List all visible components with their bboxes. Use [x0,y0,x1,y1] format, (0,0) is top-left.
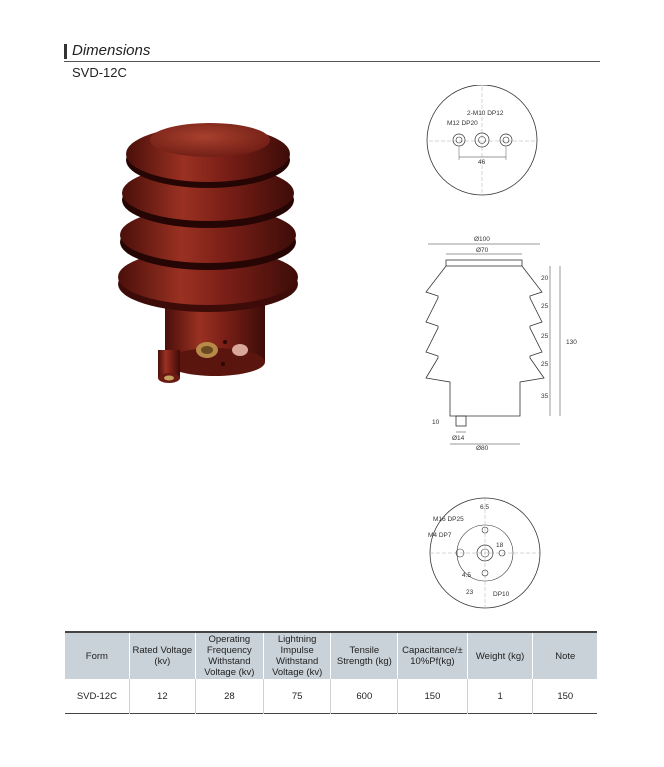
top-view-drawing [425,85,545,200]
table-row [65,679,597,714]
cell-note: 150 [557,690,574,702]
dim-top-height: 20 [541,275,549,282]
col-form: Form [65,632,129,679]
cell-frequency-voltage: 28 [195,679,263,714]
top-center-label: M12 DP20 [447,120,478,127]
bottom-23-label: 23 [466,589,474,596]
top-hole-label: 2-M10 DP12 [467,110,504,117]
title-accent-bar [64,44,67,59]
cell-rated-voltage: 12 [129,679,195,714]
dim-base-diameter: Ø80 [476,445,489,452]
col-tensile-strength: Tensile Strength (kg) [331,632,398,679]
bottom-18-label: 18 [496,542,504,549]
dim-shed1-height: 25 [541,303,549,310]
col-capacitance: Capacitance/± 10%Pf(kg) [398,632,468,679]
dim-shed2-height: 25 [541,333,549,340]
insulator-photo [110,112,310,402]
bottom-dp10-label: DP10 [493,591,510,598]
page-title: Dimensions [72,42,151,59]
dim-stud-height: 10 [432,419,440,426]
cell-weight: 1 [467,679,533,714]
bottom-m16-label: M16 DP25 [433,516,464,523]
col-weight: Weight (kg) [467,632,533,679]
cell-tensile-strength: 600 [331,679,398,714]
dim-inner-diameter: Ø70 [476,247,489,254]
dim-outer-diameter: Ø100 [474,236,490,243]
bottom-65-label: 6.5 [480,504,490,511]
col-impulse-voltage: Lightning Impulse Withstand Voltage (kv) [263,632,331,679]
top-span-label: 46 [478,159,486,166]
dim-shed3-height: 25 [541,361,549,368]
bottom-m4-label: M4 DP7 [428,532,452,539]
bottom-view-drawing [420,495,550,610]
side-view-drawing [410,232,580,452]
spec-table [65,631,597,714]
dim-total-height: 130 [566,339,577,346]
spec-header-row [65,632,597,679]
col-note: Note [533,632,597,679]
title-divider [64,61,600,62]
model-label: SVD-12C [72,65,127,80]
dim-bottom-height: 35 [541,393,549,400]
col-rated-voltage: Rated Voltage (kv) [129,632,195,679]
cell-impulse-voltage: 75 [263,679,331,714]
col-frequency-voltage: Operating Frequency Withstand Voltage (kv) [195,632,263,679]
cell-capacitance: 150 [398,679,468,714]
dim-stud-diameter: Ø14 [452,435,465,442]
cell-form: SVD-12C [65,679,129,714]
bottom-45-label: 4.5 [462,572,472,579]
